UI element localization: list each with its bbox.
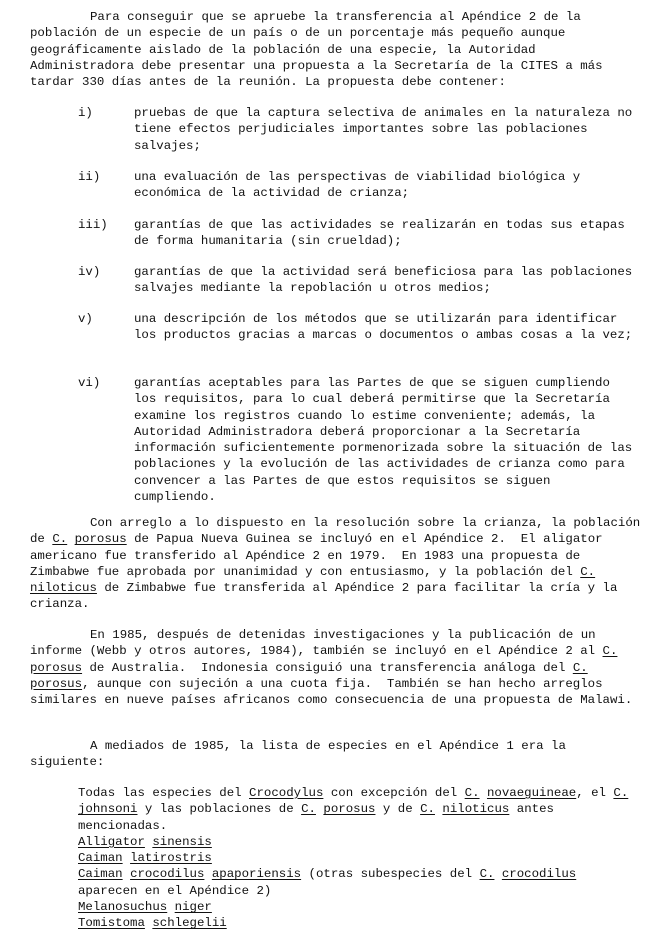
text-segment: (otras subespecies del <box>301 867 480 882</box>
item-label: v) <box>78 312 93 326</box>
subspecies-name: apaporiensis <box>211 867 302 882</box>
species-name: niloticus <box>30 581 97 596</box>
species-caiman-crocodilus <box>78 866 638 899</box>
genus-abbrev: C. <box>613 786 629 800</box>
item-text: garantías aceptables para las Partes de que se siguen cumpliendo los requisitos, para lo cual deberá permitirse que la Secretaría examine los registros cuando lo estime conveniente; además, la Autoridad Administradora deberá proporcionar a la Secretaría información suficientemente pormenorizada sobre la situación de las poblaciones y la evolución de las actividades de crianza como para convencer a las Partes de que estos requisitos se siguen cumpliendo. <box>134 376 633 505</box>
species-name: crocodilus <box>130 867 205 882</box>
species-name: porosus <box>30 660 83 675</box>
genus-abbrev: C. <box>580 564 596 579</box>
text-segment: con excepción del <box>323 786 465 800</box>
item-text: pruebas de que la captura selectiva de animales en la naturaleza no tiene efectos perjudiciales importantes sobre las poblaciones salvajes; <box>134 106 633 153</box>
genus-name: Melanosuchus <box>78 900 168 915</box>
species-list <box>78 785 638 932</box>
item-label: i) <box>78 106 93 120</box>
list-item <box>0 105 650 153</box>
item-text: garantías de que las actividades se realizarán en todas sus etapas de forma humanitaria (sin crueldad); <box>134 218 625 249</box>
species-name: porosus <box>74 532 127 547</box>
genus-abbrev: C. <box>602 644 618 659</box>
item-text: una evaluación de las perspectivas de viabilidad biológica y económica de la actividad de crianza; <box>134 170 581 201</box>
paragraph-crianza <box>30 515 648 613</box>
genus-name: Caiman <box>78 851 123 866</box>
species-name: novaeguineae <box>486 786 577 800</box>
genus-abbrev: C. <box>572 660 588 675</box>
species-name: schlegelii <box>152 916 227 931</box>
text-segment: y de <box>375 802 421 817</box>
list-item <box>0 169 650 203</box>
genus-name: Crocodylus <box>249 786 324 800</box>
genus-name: Caiman <box>78 867 123 882</box>
list-item <box>0 264 650 298</box>
species-name: porosus <box>323 802 376 817</box>
list-item <box>0 217 650 251</box>
species-name: sinensis <box>152 834 212 849</box>
genus-name: Tomistoma <box>78 916 145 931</box>
text-segment: Todas las especies del <box>78 786 250 800</box>
species-name: johnsoni <box>78 802 138 817</box>
text-segment: y las poblaciones de <box>137 802 302 817</box>
item-label: vi) <box>78 376 101 390</box>
item-text: una descripción de los métodos que se utilizarán para identificar los productos gracias a marcas o documentos o ambas cosas a la vez; <box>134 312 633 343</box>
species-tomistoma <box>78 915 638 931</box>
species-alligator <box>78 834 638 850</box>
item-label: iii) <box>78 218 108 232</box>
text-segment: de Zimbabwe fue transferida al Apéndice 2 para facilitar la cría y la crianza. <box>30 581 625 612</box>
species-name: latirostris <box>130 851 212 866</box>
paragraph-1985 <box>30 627 642 708</box>
species-name: crocodilus <box>501 867 577 882</box>
species-caiman-latirostris <box>78 850 638 866</box>
text-segment: de Papua Nueva Guinea se incluyó en el Apéndice 2. El aligator americano fue transferido al Apéndice 2 en 1979. En 1983 una propuesta de Zimbabwe fue aprobada por unanimidad y con entusiasmo, y la población del <box>30 532 611 579</box>
text-segment: , el <box>576 786 614 800</box>
item-label: iv) <box>78 265 101 279</box>
text-segment: aparecen en el Apéndice 2) <box>78 867 584 898</box>
item-text: garantías de que la actividad será beneficiosa para las poblaciones salvajes mediante la repoblación u otros medios; <box>134 265 633 296</box>
genus-abbrev: C. <box>464 786 480 800</box>
text-segment: de Australia. Indonesia consiguió una transferencia análoga del <box>82 660 573 675</box>
genus-name: Alligator <box>78 834 145 849</box>
text-segment: , aunque con sujeción a una cuota fija. También se han hecho arreglos similares en nueve países africanos como consecuencia de una propuesta de Malawi. <box>30 676 633 708</box>
text-segment: En 1985, después de detenidas investigaciones y la publicación de un informe (Webb y otros autores, 1984), también se incluyó en el Apéndice 2 al <box>30 628 604 659</box>
list-item <box>0 375 650 505</box>
intro-paragraph: Para conseguir que se apruebe la transferencia al Apéndice 2 de la población de un especie de un país o de un porcentaje más pequeño aunque geográficamente aislado de la población de una especie, la Autoridad Administradora debe presentar una propuesta a la Secretaría de la CITES a más tardar 330 días antes de la reunión. La propuesta debe contener: <box>30 10 603 90</box>
genus-abbrev: C. <box>301 802 316 817</box>
genus-abbrev: C. <box>420 802 435 817</box>
species-name: porosus <box>30 676 83 691</box>
genus-abbrev: C. <box>479 867 495 882</box>
genus-abbrev: C. <box>52 532 68 547</box>
species-name: niger <box>174 900 212 915</box>
item-label: ii) <box>78 170 101 184</box>
text-segment: Con arreglo a lo dispuesto en la resolución sobre la crianza, la población de <box>30 516 648 547</box>
list-item <box>0 311 650 361</box>
paragraph-apendice1: A mediados de 1985, la lista de especies en el Apéndice 1 era la siguiente: <box>30 739 566 770</box>
species-name: niloticus <box>442 802 510 817</box>
species-melanosuchus <box>78 899 638 915</box>
species-list-intro <box>78 785 638 834</box>
text-segment: antes mencionadas. <box>78 802 562 833</box>
